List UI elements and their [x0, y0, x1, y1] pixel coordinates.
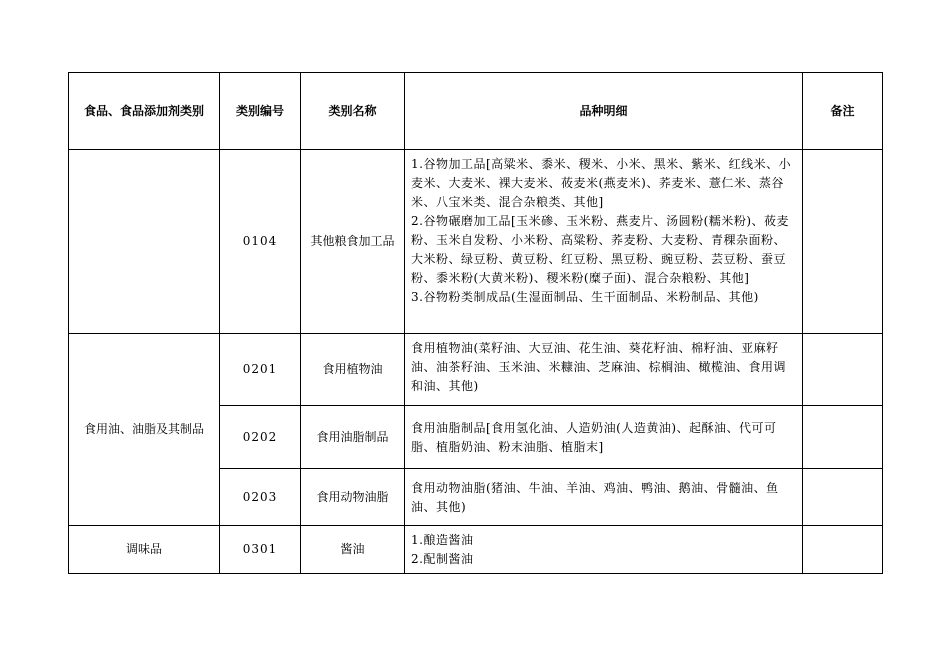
table-row: [69, 526, 883, 574]
code-cell: 0104: [220, 150, 301, 334]
detail-line: 1.谷物加工品[高粱米、黍米、稷米、小米、黑米、紫米、红线米、小麦米、大麦米、裸大麦米、莜麦米(燕麦米)、荞麦米、薏仁米、蒸谷米、八宝米类、混合杂粮类、其他]: [411, 157, 792, 209]
category-cell: 调味品: [69, 526, 220, 574]
code-cell: 0301: [220, 526, 301, 574]
food-category-table: [68, 72, 883, 574]
header-details: 品种明细: [405, 73, 803, 150]
category-cell: [69, 150, 220, 334]
name-cell: [301, 150, 405, 334]
name-cell: 食用植物油: [301, 334, 405, 406]
detail-line: 3.谷物粉类制成品(生湿面制品、生干面制品、米粉制品、其他): [411, 290, 759, 304]
header-category: 食品、食品添加剂类别: [69, 73, 220, 150]
header-name: 类别名称: [301, 73, 405, 150]
detail-line: 食用油脂制品[食用氢化油、人造奶油(人造黄油)、起酥油、代可可脂、植脂奶油、粉末油脂、植脂末]: [411, 420, 777, 454]
details-cell: [405, 526, 803, 574]
name-text: 其他粮食加工品: [310, 234, 395, 248]
details-cell: [405, 334, 803, 406]
details-cell: [405, 406, 803, 469]
name-cell: 酱油: [301, 526, 405, 574]
remarks-cell: [803, 469, 883, 526]
remarks-cell: [803, 150, 883, 334]
table-row: [69, 334, 883, 406]
details-cell: [405, 469, 803, 526]
remarks-cell: [803, 526, 883, 574]
name-cell: 食用动物油脂: [301, 469, 405, 526]
code-cell: 0201: [220, 334, 301, 406]
detail-line: 2.谷物碾磨加工品[玉米碜、玉米粉、燕麦片、汤圆粉(糯米粉)、莜麦粉、玉米自发粉、小米粉、高粱粉、荞麦粉、大麦粉、青稞杂面粉、大米粉、绿豆粉、黄豆粉、红豆粉、黑豆粉、豌豆粉、芸豆粉、蚕豆粉、黍米粉(大黄米粉)、稷米粉(糜子面)、混合杂粮粉、其他]: [411, 214, 789, 285]
detail-line: 食用动物油脂(猪油、牛油、羊油、鸡油、鸭油、鹅油、骨髓油、鱼油、其他): [411, 480, 779, 514]
code-cell: 0203: [220, 469, 301, 526]
header-code: 类别编号: [220, 73, 301, 150]
name-cell: 食用油脂制品: [301, 406, 405, 469]
code-cell: 0202: [220, 406, 301, 469]
detail-line: 1.酿造酱油: [411, 533, 474, 547]
category-cell: 食用油、油脂及其制品: [69, 334, 220, 526]
remarks-cell: [803, 406, 883, 469]
detail-line: 2.配制酱油: [411, 552, 474, 566]
table-header-row: [69, 73, 883, 150]
table-row: [69, 150, 883, 334]
detail-line: 食用植物油(菜籽油、大豆油、花生油、葵花籽油、棉籽油、亚麻籽油、油茶籽油、玉米油、米糠油、芝麻油、棕榈油、橄榄油、食用调和油、其他): [411, 341, 787, 393]
details-cell: [405, 150, 803, 334]
remarks-cell: [803, 334, 883, 406]
header-remarks: 备注: [803, 73, 883, 150]
